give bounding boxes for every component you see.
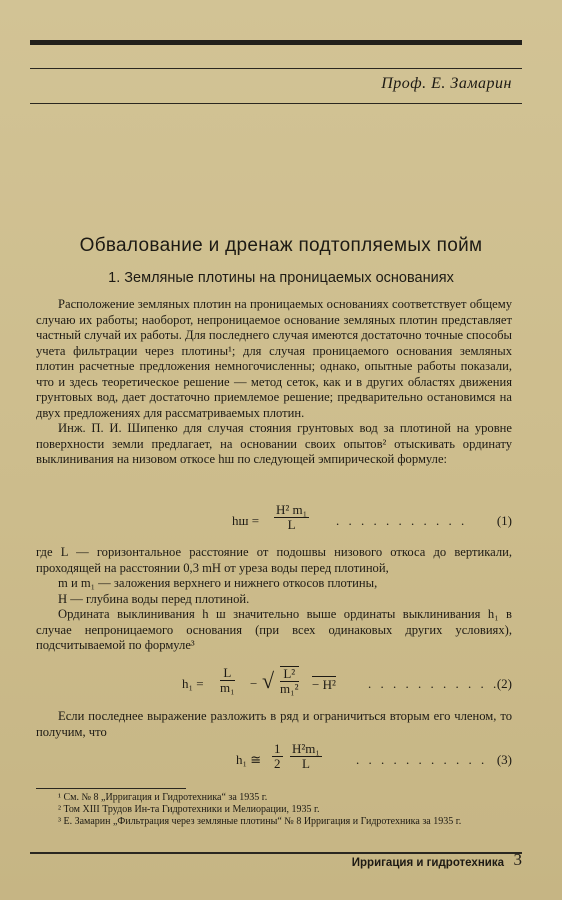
formula-2-dots: . . . . . . . . . . . bbox=[368, 676, 500, 691]
formula-3-denominator: L bbox=[301, 756, 310, 771]
author-header bbox=[30, 68, 522, 104]
formula-2-root-numerator: L² bbox=[280, 667, 299, 682]
top-rule bbox=[30, 40, 522, 45]
footnote-1: ¹ См. № 8 „Ирригация и Гидротехника“ за 1935 г. bbox=[58, 792, 268, 803]
paragraph-intro: Расположение земляных плотин на проницаемых основаниях соответствует общему случаю их работы; наоборот, непроницаемое основание земляных плотин представляет частный случай их работы. Для последнего случая имеются достаточно точные способы учета фильтрации через плотины¹; для случая проницаемого основания земляных плотин расчетные предложения немногочисленны; однако, опытные работы показали, что и здесь теоретическое решение — метод сеток, как и в других областях движения грунтовых вод, дает достаточно приемлемое решение; предварительно остановимся на двух предложениях для рассматриваемых плотин. bbox=[36, 297, 512, 420]
paragraph-series: Если последнее выражение разложить в ряд и ограничиться вторым его членом, то получим, что bbox=[36, 709, 512, 739]
page-number: 3 bbox=[513, 850, 522, 869]
definition-h: H — глубина воды перед плотиной. bbox=[58, 591, 250, 606]
journal-name: Ирригация и гидротехника bbox=[351, 857, 504, 869]
definition-m: m и m₁ — заложения верхнего и нижнего откосов плотины, bbox=[58, 576, 378, 590]
formula-1-number: (1) bbox=[496, 513, 512, 528]
bottom-rule bbox=[30, 852, 522, 854]
formula-3-c-denominator: 2 bbox=[274, 756, 281, 771]
paragraph-shipenko: Инж. П. И. Шипенко для случая стояния грунтовых вод за плотиной на уровне поверхности земли предлагает, на основании своих опытов² отыскивать ординату выклинивания на низовом откосе hш по следующей эмпирической формуле: bbox=[36, 421, 512, 466]
formula-2-root-denominator: m₁² bbox=[280, 681, 299, 696]
formula-2-number: (2) bbox=[496, 676, 512, 691]
formula-1-lhs: hш = bbox=[232, 513, 260, 528]
body-block-3 bbox=[36, 709, 512, 740]
formula-3-lhs: h₁ ≅ bbox=[236, 752, 262, 767]
author-name: Проф. Е. Замарин bbox=[381, 75, 512, 92]
formula-1 bbox=[36, 503, 512, 541]
formula-3 bbox=[36, 742, 512, 780]
formula-3-fraction-c bbox=[272, 742, 283, 771]
formula-1-denominator: L bbox=[287, 517, 296, 532]
footnote-2: ² Том XIII Трудов Ин-та Гидротехники и Мелиорации, 1935 г. bbox=[58, 804, 320, 815]
paragraph-where: где L — горизонтальное расстояние от подошвы низового откоса до вертикали, проходящей на расстоянии 0,3 mH от уреза воды перед плотиной, bbox=[36, 545, 512, 575]
footnote-3: ³ Е. Замарин „Фильтрация через земляные плотины“ № 8 Ирригация и Гидротехника за 1935 г. bbox=[58, 816, 462, 827]
body-block-2 bbox=[36, 545, 512, 654]
formula-3-fraction bbox=[290, 742, 322, 771]
formula-3-number: (3) bbox=[496, 752, 512, 767]
formula-2-root-tail: − H² bbox=[312, 677, 336, 692]
footnote-rule bbox=[36, 788, 186, 789]
section-subtitle: 1. Земляные плотины на проницаемых основаниях bbox=[108, 270, 454, 286]
formula-1-fraction bbox=[274, 503, 309, 532]
sqrt-icon: √ bbox=[262, 668, 275, 693]
formula-2 bbox=[36, 666, 512, 704]
formula-3-dots: . . . . . . . . . . . bbox=[356, 752, 488, 767]
formula-2-a-numerator: L bbox=[220, 666, 235, 681]
formula-2-fraction-a bbox=[220, 666, 235, 695]
formula-3-numerator: H²m₁ bbox=[292, 741, 320, 756]
footnotes bbox=[36, 792, 512, 828]
formula-1-dots: . . . . . . . . . . . bbox=[336, 513, 468, 528]
formula-3-c-numerator: 1 bbox=[274, 741, 281, 756]
paragraph-ordinate: Ордината выклинивания h ш значительно выше ординаты выклинивания h₁ в случае непроницаемого основания (при всех одинаковых других условиях), подсчитываемой по формуле³ bbox=[36, 607, 512, 652]
formula-2-minus: − bbox=[250, 676, 258, 691]
formula-2-a-denominator: m₁ bbox=[220, 680, 235, 695]
article-title: Обвалование и дренаж подтопляемых пойм bbox=[79, 235, 483, 256]
formula-1-numerator: H² m₁ bbox=[276, 502, 308, 517]
body-block-1 bbox=[36, 297, 512, 468]
formula-2-lhs: h₁ = bbox=[182, 676, 204, 691]
formula-2-root-fraction bbox=[280, 666, 299, 696]
